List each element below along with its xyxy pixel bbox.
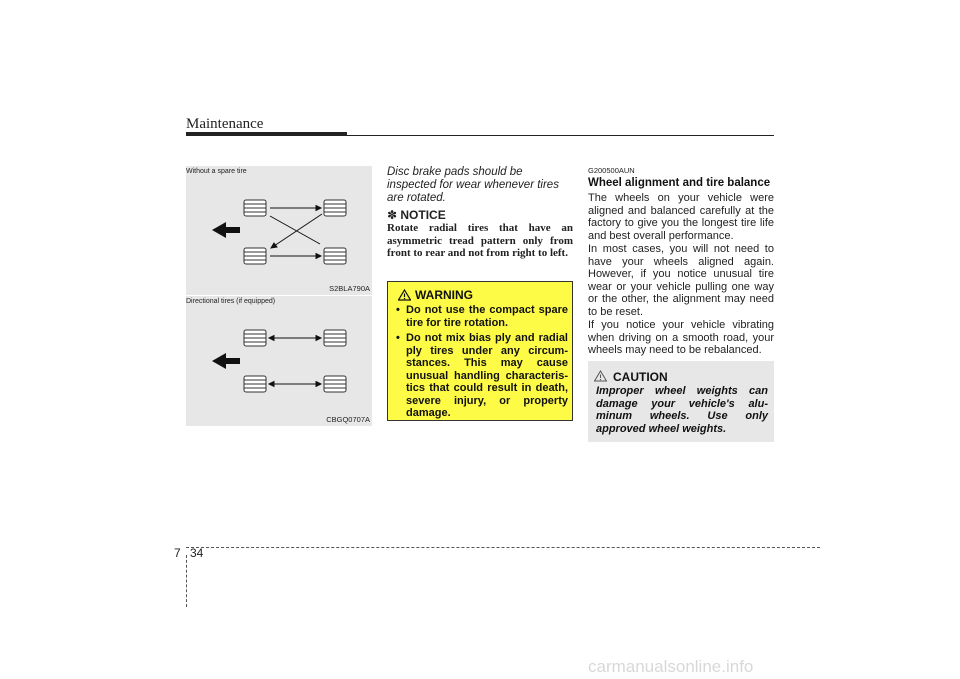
paragraph: The wheels on your vehicle were aligned and balanced carefully at the factory to give you the longest tire life and best overall performance. xyxy=(588,192,774,242)
figure-caption: Directional tires (if equipped) xyxy=(186,298,276,305)
warning-title-text: WARNING xyxy=(415,288,473,302)
header-rule-accent xyxy=(186,132,347,136)
figure-directional-tires xyxy=(186,296,372,426)
forward-arrow-icon xyxy=(212,222,240,238)
caution-box xyxy=(588,361,774,442)
page-number: 34 xyxy=(190,546,204,560)
caution-title xyxy=(594,370,668,384)
forward-arrow-icon xyxy=(212,353,240,369)
caution-title-text: CAUTION xyxy=(613,370,668,384)
warning-list xyxy=(396,304,568,423)
warning-triangle-icon xyxy=(398,289,411,301)
directional-diagram xyxy=(186,296,372,426)
figure-rotation-no-spare xyxy=(186,166,372,295)
notice-body: Rotate radial tires that have an asymmetric tread pattern only from front to rear and not from right to left. xyxy=(387,222,573,259)
paragraph: In most cases, you will not need to have your wheels aligned again. However, if you notice unusual tire wear or your vehicle pulling one way or the other, the alignment may need to be reset. xyxy=(588,243,774,318)
caution-text: Improper wheel weights can damage your vehicle's alu-minum wheels. Use only approved wheel weights. xyxy=(596,385,768,435)
section-title: Maintenance xyxy=(186,116,264,132)
warning-item: • Do not mix bias ply and radial ply tires under any circum-stances. This may cause unusual handling characteris-tics that could result in death, severe injury, or property damage. xyxy=(396,332,568,420)
tire-icon xyxy=(244,248,266,264)
tire-icon xyxy=(324,248,346,264)
tire-icon xyxy=(244,330,266,346)
paragraph: If you notice your vehicle vibrating when driving on a smooth road, your wheels may need to be rebalanced. xyxy=(588,319,774,356)
tire-icon xyxy=(244,376,266,392)
caution-triangle-icon xyxy=(594,370,607,382)
figure-code: S2BLA790A xyxy=(329,284,370,293)
footer-rule-vertical xyxy=(186,555,187,607)
brake-pad-note: Disc brake pads should be inspected for wear whenever tires are rotated. xyxy=(387,166,559,204)
tire-icon xyxy=(324,330,346,346)
watermark: carmanualsonline.info xyxy=(588,657,754,676)
footer-rule xyxy=(186,547,820,548)
warning-item: • Do not use the compact spare tire for tire rotation. xyxy=(396,304,568,329)
notice-heading: ✽ NOTICE xyxy=(387,208,446,222)
figure-code: CBGQ0707A xyxy=(326,415,370,424)
tire-icon xyxy=(324,200,346,216)
section-heading: Wheel alignment and tire balance xyxy=(588,177,771,189)
tire-icon xyxy=(244,200,266,216)
chapter-number: 7 xyxy=(174,546,181,560)
tire-icon xyxy=(324,376,346,392)
warning-title xyxy=(398,288,473,302)
warning-box xyxy=(387,281,573,421)
rotation-diagram xyxy=(186,166,372,295)
section-code: G200500AUN xyxy=(588,166,635,175)
figure-caption: Without a spare tire xyxy=(186,168,247,175)
